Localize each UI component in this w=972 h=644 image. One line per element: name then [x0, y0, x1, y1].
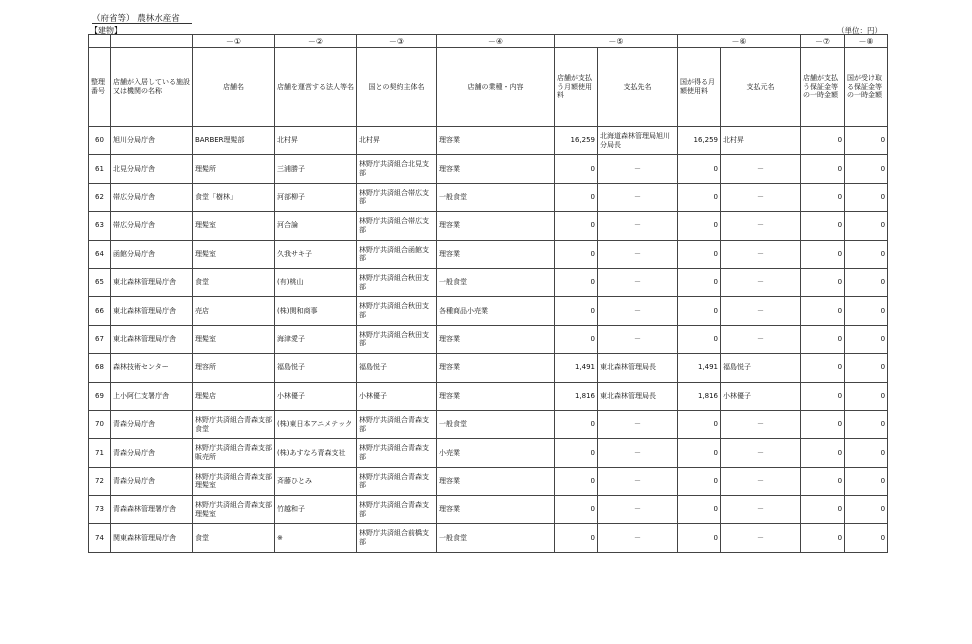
operator-name: 三浦勝子: [275, 155, 357, 183]
state-monthly-fee: 0: [678, 410, 721, 438]
store-name: 理髪室: [193, 212, 275, 240]
state-deposit-amount: 0: [845, 382, 888, 410]
state-monthly-fee: 0: [678, 439, 721, 467]
column-number: －②: [275, 35, 357, 48]
column-header: 店舗が支払う月額使用料: [555, 48, 598, 127]
payee-name: －: [598, 155, 678, 183]
state-monthly-fee: 1,816: [678, 382, 721, 410]
business-type: 理容業: [437, 155, 555, 183]
payer-name: 福島悦子: [721, 354, 801, 382]
facility-store-table: [88, 34, 888, 553]
unit-label: （単位：円）: [837, 26, 882, 35]
column-header: 店舗名: [193, 48, 275, 127]
operator-name: 小林優子: [275, 382, 357, 410]
contractor-name: 福島悦子: [357, 354, 437, 382]
contractor-name: 小林優子: [357, 382, 437, 410]
contractor-name: 林野庁共済組合函館支部: [357, 240, 437, 268]
contractor-name: 林野庁共済組合北見支部: [357, 155, 437, 183]
state-monthly-fee: 0: [678, 524, 721, 552]
monthly-fee: 16,259: [555, 127, 598, 155]
state-deposit-amount: 0: [845, 297, 888, 325]
column-number: －④: [437, 35, 555, 48]
state-monthly-fee: 1,491: [678, 354, 721, 382]
row-number: 71: [89, 439, 111, 467]
monthly-fee: 0: [555, 268, 598, 296]
state-deposit-amount: 0: [845, 410, 888, 438]
monthly-fee: 0: [555, 297, 598, 325]
business-type: 理容業: [437, 382, 555, 410]
operator-name: 北村昇: [275, 127, 357, 155]
monthly-fee: 0: [555, 325, 598, 353]
payer-name: －: [721, 325, 801, 353]
payer-name: 北村昇: [721, 127, 801, 155]
business-type: 各種商品小売業: [437, 297, 555, 325]
business-type: 理容業: [437, 354, 555, 382]
state-deposit-amount: 0: [845, 240, 888, 268]
row-number: 70: [89, 410, 111, 438]
column-number: [89, 35, 111, 48]
payer-name: －: [721, 297, 801, 325]
state-deposit-amount: 0: [845, 439, 888, 467]
payee-name: －: [598, 240, 678, 268]
state-deposit-amount: 0: [845, 155, 888, 183]
deposit-amount: 0: [801, 325, 845, 353]
store-name: 理髪所: [193, 155, 275, 183]
store-name: 売店: [193, 297, 275, 325]
column-number: －⑧: [845, 35, 888, 48]
state-monthly-fee: 0: [678, 155, 721, 183]
deposit-amount: 0: [801, 127, 845, 155]
state-deposit-amount: 0: [845, 467, 888, 495]
table-row: [89, 240, 888, 268]
operator-name: 福島悦子: [275, 354, 357, 382]
store-name: 林野庁共済組合青森支部理髪室: [193, 467, 275, 495]
table-row: [89, 410, 888, 438]
contractor-name: 北村昇: [357, 127, 437, 155]
state-monthly-fee: 0: [678, 268, 721, 296]
row-number: 62: [89, 183, 111, 211]
state-deposit-amount: 0: [845, 127, 888, 155]
state-monthly-fee: 0: [678, 467, 721, 495]
column-header: 国が得る月額使用料: [678, 48, 721, 127]
row-number: 64: [89, 240, 111, 268]
row-number: 60: [89, 127, 111, 155]
column-header: 店舗が支払う保証金等の一時金額: [801, 48, 845, 127]
operator-name: (株)関和商事: [275, 297, 357, 325]
table-row: [89, 268, 888, 296]
payer-name: －: [721, 212, 801, 240]
business-type: 小売業: [437, 439, 555, 467]
business-type: 理容業: [437, 325, 555, 353]
table-row: [89, 212, 888, 240]
payee-name: －: [598, 410, 678, 438]
contractor-name: 林野庁共済組合秋田支部: [357, 325, 437, 353]
payee-name: －: [598, 439, 678, 467]
facility-name: 青森分局庁舎: [111, 439, 193, 467]
state-monthly-fee: 0: [678, 496, 721, 524]
column-header: 店舗が入居している施設又は機関の名称: [111, 48, 193, 127]
facility-name: 東北森林管理局庁舎: [111, 268, 193, 296]
deposit-amount: 0: [801, 382, 845, 410]
operator-name: 斉藤ひとみ: [275, 467, 357, 495]
deposit-amount: 0: [801, 183, 845, 211]
column-header: 整理番号: [89, 48, 111, 127]
row-number: 61: [89, 155, 111, 183]
facility-name: 東北森林管理局庁舎: [111, 297, 193, 325]
section-label: 【建物】: [90, 26, 122, 35]
facility-name: 函館分局庁舎: [111, 240, 193, 268]
payee-name: －: [598, 212, 678, 240]
facility-name: 関東森林管理局庁舎: [111, 524, 193, 552]
business-type: 理容業: [437, 240, 555, 268]
contractor-name: 林野庁共済組合青森支部: [357, 496, 437, 524]
row-number: 73: [89, 496, 111, 524]
facility-name: 北見分局庁舎: [111, 155, 193, 183]
store-name: 食堂: [193, 268, 275, 296]
monthly-fee: 0: [555, 212, 598, 240]
table-row: [89, 155, 888, 183]
facility-name: 帯広分局庁舎: [111, 183, 193, 211]
row-number: 68: [89, 354, 111, 382]
facility-name: 上小阿仁支署庁舎: [111, 382, 193, 410]
payer-name: 小林優子: [721, 382, 801, 410]
payee-name: 東北森林管理局長: [598, 354, 678, 382]
state-monthly-fee: 0: [678, 212, 721, 240]
operator-name: 河合論: [275, 212, 357, 240]
business-type: 理容業: [437, 496, 555, 524]
column-header: 支払先名: [598, 48, 678, 127]
column-number: －①: [193, 35, 275, 48]
column-number-row: [89, 35, 888, 48]
payer-name: －: [721, 439, 801, 467]
store-name: 林野庁共済組合青森支部販売所: [193, 439, 275, 467]
state-deposit-amount: 0: [845, 325, 888, 353]
store-name: 林野庁共済組合青森支部理髪室: [193, 496, 275, 524]
monthly-fee: 0: [555, 467, 598, 495]
payer-name: －: [721, 496, 801, 524]
facility-name: 東北森林管理局庁舎: [111, 325, 193, 353]
store-name: 食堂: [193, 524, 275, 552]
deposit-amount: 0: [801, 240, 845, 268]
deposit-amount: 0: [801, 410, 845, 438]
payee-name: －: [598, 496, 678, 524]
column-header: 国が受け取る保証金等の一時金額: [845, 48, 888, 127]
deposit-amount: 0: [801, 467, 845, 495]
deposit-amount: 0: [801, 155, 845, 183]
state-monthly-fee: 0: [678, 240, 721, 268]
store-name: BARBER理髪部: [193, 127, 275, 155]
operator-name: 海津愛子: [275, 325, 357, 353]
table-row: [89, 127, 888, 155]
business-type: 一般食堂: [437, 268, 555, 296]
monthly-fee: 0: [555, 183, 598, 211]
table-row: [89, 325, 888, 353]
row-number: 72: [89, 467, 111, 495]
column-number: [111, 35, 193, 48]
state-monthly-fee: 0: [678, 183, 721, 211]
table-row: [89, 439, 888, 467]
payer-name: －: [721, 467, 801, 495]
state-deposit-amount: 0: [845, 524, 888, 552]
row-number: 74: [89, 524, 111, 552]
table-row: [89, 496, 888, 524]
state-deposit-amount: 0: [845, 354, 888, 382]
column-number: －③: [357, 35, 437, 48]
facility-name: 青森森林管理署庁舎: [111, 496, 193, 524]
monthly-fee: 1,491: [555, 354, 598, 382]
facility-name: 森林技術センター: [111, 354, 193, 382]
contractor-name: 林野庁共済組合秋田支部: [357, 297, 437, 325]
facility-name: 青森分局庁舎: [111, 410, 193, 438]
state-monthly-fee: 0: [678, 325, 721, 353]
payee-name: －: [598, 524, 678, 552]
row-number: 69: [89, 382, 111, 410]
contractor-name: 林野庁共済組合前橋支部: [357, 524, 437, 552]
payer-name: －: [721, 410, 801, 438]
monthly-fee: 0: [555, 410, 598, 438]
table-row: [89, 354, 888, 382]
payee-name: －: [598, 297, 678, 325]
contractor-name: 林野庁共済組合帯広支部: [357, 183, 437, 211]
operator-name: ※: [275, 524, 357, 552]
payer-name: －: [721, 183, 801, 211]
state-deposit-amount: 0: [845, 212, 888, 240]
deposit-amount: 0: [801, 439, 845, 467]
facility-name: 帯広分局庁舎: [111, 212, 193, 240]
operator-name: 竹越和子: [275, 496, 357, 524]
store-name: 林野庁共済組合青森支部食堂: [193, 410, 275, 438]
contractor-name: 林野庁共済組合青森支部: [357, 410, 437, 438]
deposit-amount: 0: [801, 212, 845, 240]
row-number: 65: [89, 268, 111, 296]
column-header: 店舗を運営する法人等名: [275, 48, 357, 127]
row-number: 67: [89, 325, 111, 353]
operator-name: (株)東日本アニメテック: [275, 410, 357, 438]
business-type: 理容業: [437, 127, 555, 155]
state-monthly-fee: 16,259: [678, 127, 721, 155]
table-row: [89, 382, 888, 410]
column-number: －⑦: [801, 35, 845, 48]
ministry-label: （府省等） 農林水産省: [92, 14, 180, 24]
monthly-fee: 1,816: [555, 382, 598, 410]
table-row: [89, 297, 888, 325]
table-row: [89, 467, 888, 495]
row-number: 63: [89, 212, 111, 240]
operator-name: 河部柳子: [275, 183, 357, 211]
operator-name: (株)あすなろ青森支社: [275, 439, 357, 467]
payee-name: 東北森林管理局長: [598, 382, 678, 410]
column-number: －⑤: [555, 35, 678, 48]
store-name: 食堂「樹林」: [193, 183, 275, 211]
business-type: 理容業: [437, 467, 555, 495]
column-header: 店舗の業種・内容: [437, 48, 555, 127]
payer-name: －: [721, 240, 801, 268]
state-deposit-amount: 0: [845, 183, 888, 211]
monthly-fee: 0: [555, 524, 598, 552]
state-deposit-amount: 0: [845, 496, 888, 524]
payee-name: －: [598, 325, 678, 353]
facility-name: 旭川分局庁舎: [111, 127, 193, 155]
column-header: 国との契約主体名: [357, 48, 437, 127]
facility-name: 青森分局庁舎: [111, 467, 193, 495]
monthly-fee: 0: [555, 155, 598, 183]
deposit-amount: 0: [801, 354, 845, 382]
column-number: －⑥: [678, 35, 801, 48]
deposit-amount: 0: [801, 496, 845, 524]
payee-name: －: [598, 467, 678, 495]
contractor-name: 林野庁共済組合帯広支部: [357, 212, 437, 240]
business-type: 理容業: [437, 212, 555, 240]
contractor-name: 林野庁共済組合青森支部: [357, 467, 437, 495]
contractor-name: 林野庁共済組合青森支部: [357, 439, 437, 467]
monthly-fee: 0: [555, 240, 598, 268]
business-type: 一般食堂: [437, 410, 555, 438]
payee-name: －: [598, 268, 678, 296]
deposit-amount: 0: [801, 297, 845, 325]
store-name: 理髪室: [193, 325, 275, 353]
table-row: [89, 524, 888, 552]
contractor-name: 林野庁共済組合秋田支部: [357, 268, 437, 296]
monthly-fee: 0: [555, 496, 598, 524]
row-number: 66: [89, 297, 111, 325]
payee-name: －: [598, 183, 678, 211]
store-name: 理容所: [193, 354, 275, 382]
store-name: 理髪室: [193, 240, 275, 268]
payee-name: 北海道森林管理局旭川分局長: [598, 127, 678, 155]
column-header-row: [89, 48, 888, 127]
business-type: 一般食堂: [437, 183, 555, 211]
deposit-amount: 0: [801, 268, 845, 296]
table-row: [89, 183, 888, 211]
payer-name: －: [721, 524, 801, 552]
state-monthly-fee: 0: [678, 297, 721, 325]
business-type: 一般食堂: [437, 524, 555, 552]
column-header: 支払元名: [721, 48, 801, 127]
deposit-amount: 0: [801, 524, 845, 552]
operator-name: 久我サキ子: [275, 240, 357, 268]
state-deposit-amount: 0: [845, 268, 888, 296]
store-name: 理髪店: [193, 382, 275, 410]
ministry-underline: [92, 23, 192, 24]
payer-name: －: [721, 155, 801, 183]
monthly-fee: 0: [555, 439, 598, 467]
payer-name: －: [721, 268, 801, 296]
operator-name: (有)桃山: [275, 268, 357, 296]
